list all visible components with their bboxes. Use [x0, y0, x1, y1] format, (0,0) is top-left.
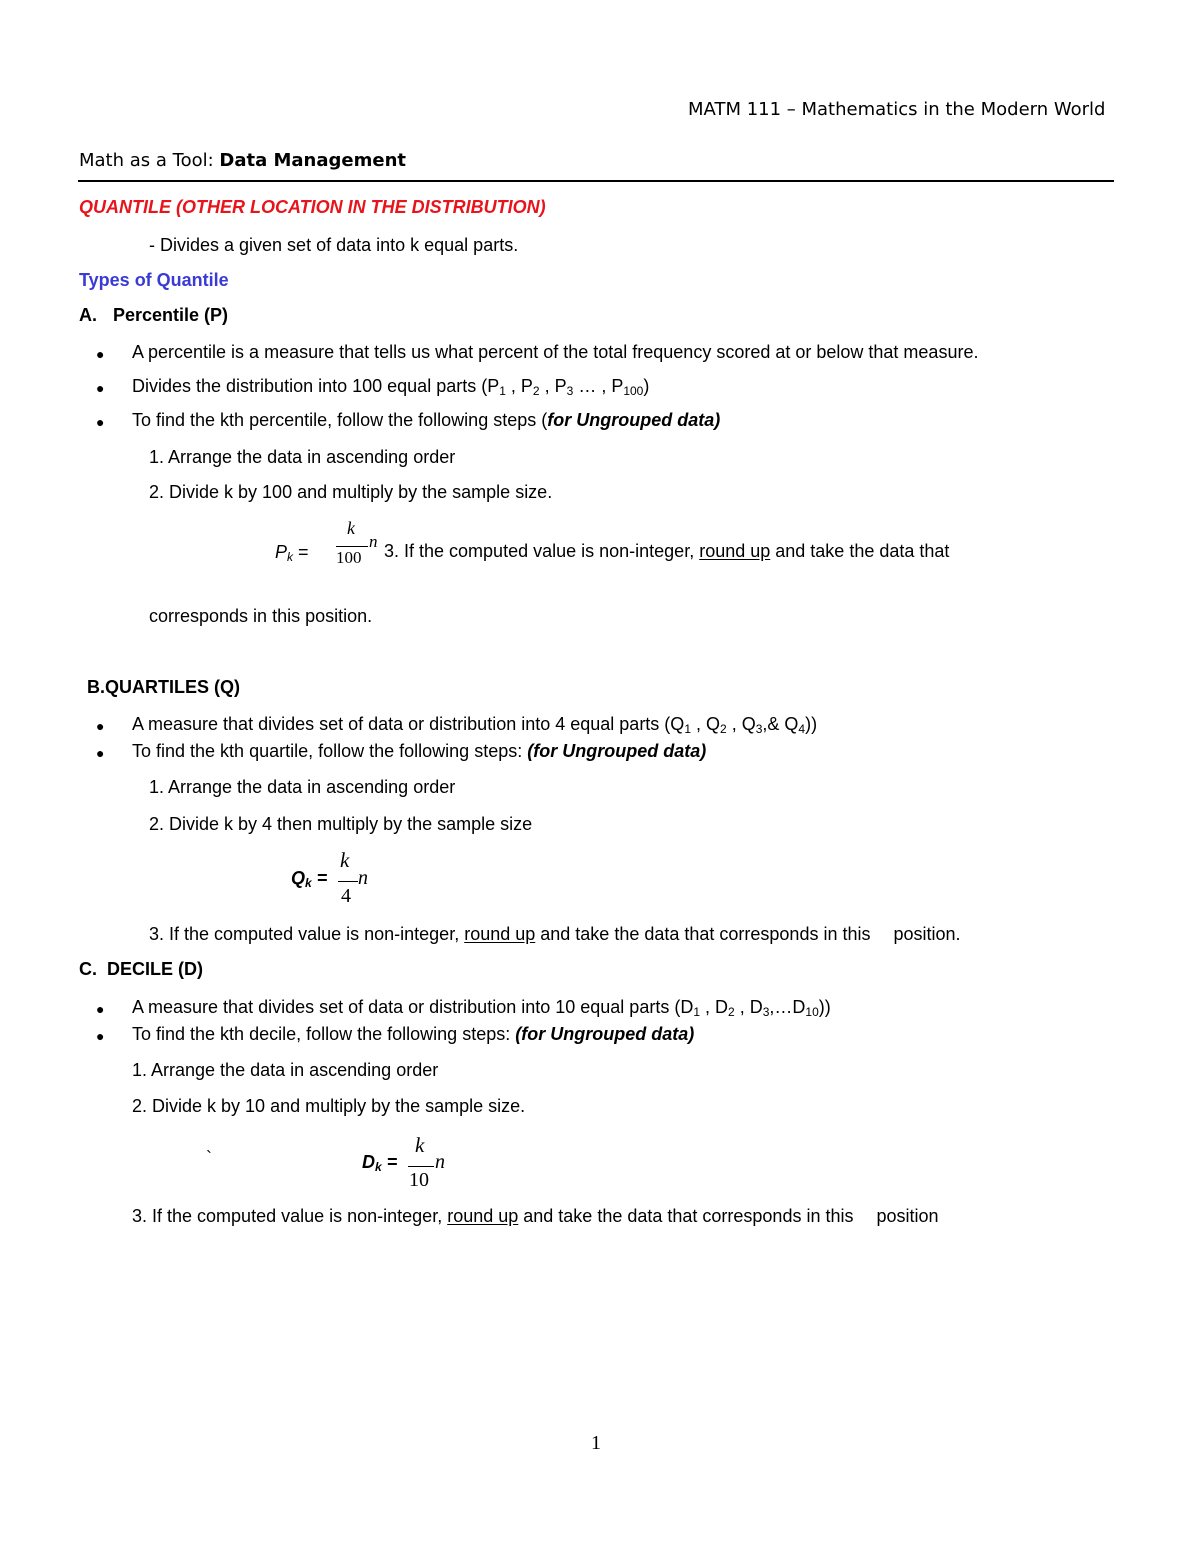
decile-bullet-2: To find the kth decile, follow the following steps: (for Ungrouped data): [132, 1024, 695, 1044]
percentile-bullet-3: To find the kth percentile, follow the following steps (for Ungrouped data): [132, 410, 721, 430]
quartiles-step-3: 3. If the computed value is non-integer, round up and take the data that corresponds in this position.: [149, 924, 961, 944]
decile-step-2: 2. Divide k by 10 and multiply by the sample size.: [132, 1096, 526, 1116]
types-heading: Types of Quantile: [79, 270, 229, 290]
quartiles-bullet-1: A measure that divides set of data or distribution into 4 equal parts ($Q_1$ , $Q_2$ , $Q_3,\&$ $Q_4$)): [132, 714, 818, 736]
bullet-dot: ●: [96, 745, 105, 761]
percentile-bullet-2: Divides the distribution into 100 equal parts ($P_1$ , $P_2$ , $P_3$ … , $P_{100}$): [132, 376, 650, 398]
percentile-letter: A.: [79, 305, 97, 325]
topic-header: [79, 150, 406, 171]
percentile-step-3: 3. If the computed value is non-integer, round up and take the data that: [384, 541, 950, 561]
percentile-bullet-1: A percentile is a measure that tells us what percent of the total frequency scored at or below that measure.: [132, 342, 979, 362]
decile-step-3: 3. If the computed value is non-integer, round up and take the data that corresponds in this position: [132, 1206, 939, 1226]
quartile-fraction: k 4 n: [340, 848, 368, 907]
topic-title: Data Management: [219, 150, 406, 171]
percentile-step-3-continued: corresponds in this position.: [149, 606, 373, 626]
bullet-dot: ●: [96, 414, 105, 430]
decile-fraction: k 10 n: [409, 1133, 445, 1191]
decile-heading: C. DECILE (D): [79, 959, 203, 979]
quartiles-heading: B.QUARTILES (Q): [87, 677, 240, 697]
bullet-dot: ●: [96, 1001, 105, 1017]
topic-prefix: Math as a Tool:: [79, 150, 220, 171]
page-number: 1: [591, 1432, 601, 1454]
quartiles-bullet-2: To find the kth quartile, follow the following steps: (for Ungrouped data): [132, 741, 707, 761]
quartile-formula-lhs: $Q_k$ =: [291, 868, 328, 890]
percentile-heading-text: Percentile (P): [113, 305, 229, 325]
quantile-definition: - Divides a given set of data into k equal parts.: [149, 235, 519, 255]
quantile-title: QUANTILE (OTHER LOCATION IN THE DISTRIBUTION): [79, 197, 546, 217]
quartiles-step-2: 2. Divide k by 4 then multiply by the sample size: [149, 814, 533, 834]
header-rule: [78, 180, 1114, 182]
percentile-fraction: k 100 n: [336, 518, 378, 567]
decile-step-1: 1. Arrange the data in ascending order: [132, 1060, 439, 1080]
bullet-dot: ●: [96, 380, 105, 396]
percentile-formula-lhs: $P_k$ =: [275, 542, 309, 564]
percentile-heading: [79, 305, 228, 326]
percentile-step-1: 1. Arrange the data in ascending order: [149, 447, 456, 467]
decile-formula-lhs: $D_k$ =: [362, 1152, 398, 1174]
bullet-dot: ●: [96, 1028, 105, 1044]
bullet-dot: ●: [96, 718, 105, 734]
bullet-dot: ●: [96, 346, 105, 362]
decile-bullet-1: A measure that divides set of data or distribution into 10 equal parts ($D_1$ , $D_2$ , $D_3,\dots D_{10}$)): [132, 997, 831, 1019]
stray-mark: `: [206, 1148, 212, 1168]
quartiles-step-1: 1. Arrange the data in ascending order: [149, 777, 456, 797]
percentile-step-2: 2. Divide k by 100 and multiply by the sample size.: [149, 482, 553, 502]
course-header: MATM 111 – Mathematics in the Modern World: [688, 99, 1106, 120]
